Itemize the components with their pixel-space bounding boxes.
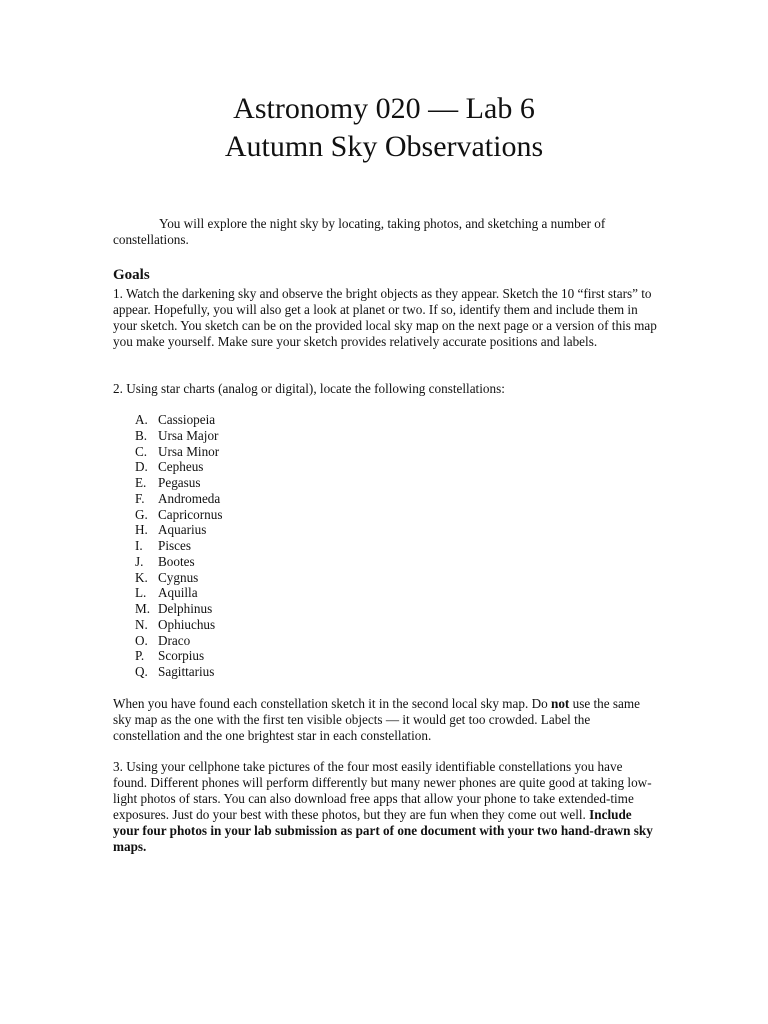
goal-3-emphasis: Include your four photos in your lab submission as part of one document with your two hand-drawn sky maps. (113, 807, 653, 854)
constellation-name: Andromeda (158, 490, 221, 506)
list-item (135, 459, 222, 475)
list-marker: I. (135, 538, 143, 553)
sketch-instructions-text: When you have found each constellation sketch it in the second local sky map. Do (113, 696, 551, 711)
list-marker: J. (135, 553, 144, 569)
title-line-1: Astronomy 020 — Lab 6 (233, 92, 535, 125)
list-marker: E. (135, 475, 147, 490)
goal-2-paragraph: 2. Using star charts (analog or digital), locate the following constellations: (113, 381, 505, 396)
list-marker: M. (135, 601, 151, 616)
constellation-name: Bootes (158, 553, 195, 569)
constellation-name: Ursa Major (158, 427, 219, 443)
list-marker: Q. (135, 664, 148, 679)
goal-3-text: 3. Using your cellphone take pictures of the four most easily identifiable constellations you have found. Different phones will perform differently but many newer phones are quite good at taking low-light photos of stars. You can also download free apps that allow your phone to take extended-time exposures. Just do your best with these photos, but they are fun when they come out well. (113, 759, 652, 822)
constellation-name: Cygnus (158, 569, 199, 585)
constellation-name: Aquarius (158, 522, 207, 538)
sketch-instructions-text-continued: use the same sky map as the one with the first ten visible objects — it would get too crowded. Label the constellation and the one brightest star in each constellation. (113, 696, 641, 743)
constellation-name: Pegasus (158, 475, 201, 490)
list-marker: N. (135, 616, 148, 632)
list-item (135, 664, 222, 680)
list-item (135, 570, 222, 586)
list-item (135, 554, 222, 570)
list-marker: P. (135, 648, 145, 664)
list-item (135, 444, 222, 460)
goals-heading: Goals (113, 267, 150, 283)
constellation-list (135, 412, 222, 680)
list-marker: L. (135, 585, 147, 601)
list-item (135, 428, 222, 444)
list-item (135, 633, 222, 649)
intro-paragraph: You will explore the night sky by locating, taking photos, and sketching a number of constellations. (113, 216, 606, 247)
constellation-name: Aquilla (158, 585, 198, 601)
constellation-name: Delphinus (158, 601, 213, 616)
sketch-instructions-paragraph (113, 696, 658, 744)
list-marker: O. (135, 632, 148, 648)
list-marker: K. (135, 569, 148, 585)
constellation-name: Pisces (158, 538, 191, 553)
list-item (135, 585, 222, 601)
list-item (135, 475, 222, 491)
list-marker: H. (135, 522, 148, 538)
constellation-name: Sagittarius (158, 664, 215, 679)
list-item (135, 617, 222, 633)
list-item (135, 538, 222, 554)
constellation-name: Cepheus (158, 459, 204, 475)
goal-1-paragraph: 1. Watch the darkening sky and observe the bright objects as they appear. Sketch the 10 “first stars” to appear. Hopefully, you will also get a look at planet or two. If so, identify them and include them in your sketch. You sketch can be on the provided local sky map on the next page or a version of this map you make yourself. Make sure your sketch provides relatively accurate positions and labels. (113, 286, 657, 349)
list-marker: D. (135, 459, 148, 475)
list-marker: A. (135, 412, 148, 427)
list-marker: C. (135, 443, 148, 459)
sketch-instructions-emphasis: not (551, 696, 570, 711)
goal-3-paragraph (113, 759, 658, 855)
constellation-name: Ophiuchus (158, 616, 216, 632)
list-item (135, 412, 222, 428)
title-line-2: Autumn Sky Observations (224, 130, 544, 163)
list-item (135, 491, 222, 507)
constellation-name: Capricornus (158, 506, 223, 522)
constellation-name: Cassiopeia (158, 412, 216, 427)
list-marker: G. (135, 506, 148, 522)
list-item (135, 522, 222, 538)
list-marker: B. (135, 427, 148, 443)
list-item (135, 648, 222, 664)
constellation-name: Ursa Minor (158, 443, 220, 459)
constellation-name: Scorpius (158, 648, 205, 664)
list-marker: F. (135, 490, 145, 506)
list-item (135, 601, 222, 617)
page-title (0, 90, 768, 166)
list-item (135, 507, 222, 523)
constellation-name: Draco (158, 632, 191, 648)
